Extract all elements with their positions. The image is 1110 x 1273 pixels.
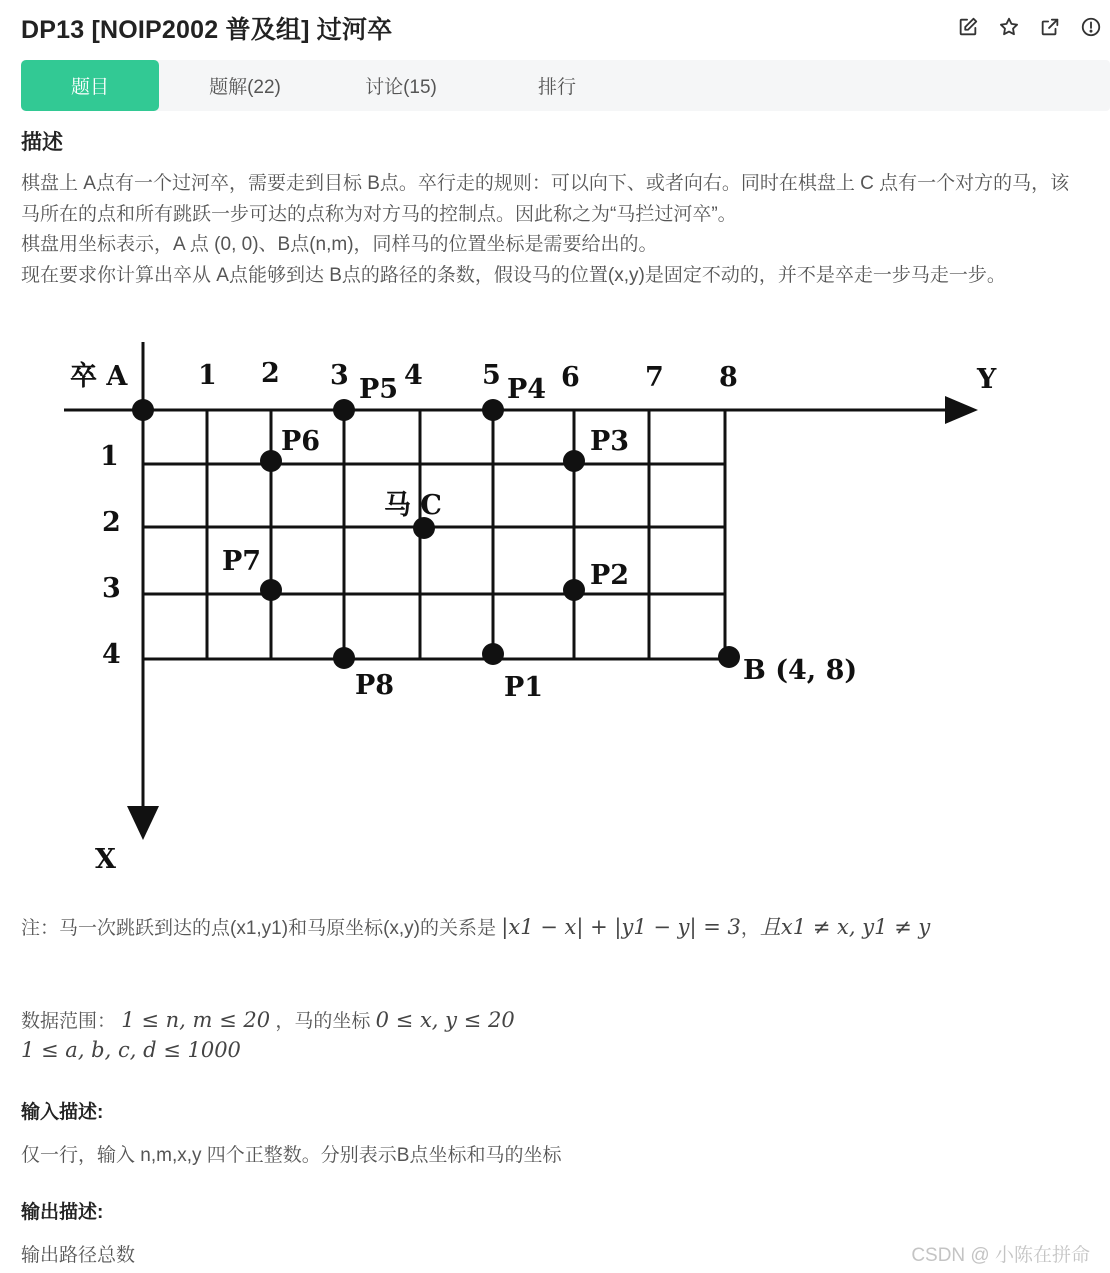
col-label: 7 <box>645 362 664 393</box>
col-label: 6 <box>561 362 580 393</box>
point-label: P2 <box>590 560 630 591</box>
output-text: 输出路径总数 <box>21 1245 136 1266</box>
input-text: 仅一行，输入 n,m,x,y 四个正整数。分别表示B点坐标和马的坐标 <box>21 1145 562 1166</box>
range-line-2 <box>21 1038 241 1063</box>
row-label: 3 <box>102 573 121 604</box>
y-axis-label: Y <box>977 364 997 395</box>
watermark: CSDN @ 小陈在拼命 <box>911 1245 1090 1266</box>
note-formula-2: 且x1 ≠ x, y1 ≠ y <box>759 915 931 939</box>
point-label: P8 <box>355 670 395 701</box>
row-label: 2 <box>102 507 121 538</box>
point-p3 <box>563 450 585 472</box>
tab-discussion[interactable]: 讨论(15) <box>365 77 437 98</box>
problem-tabs <box>21 60 1110 111</box>
range-line <box>21 1006 515 1033</box>
point-b <box>718 646 740 668</box>
external-link-icon[interactable] <box>1037 14 1063 40</box>
x-axis-arrow <box>127 806 159 840</box>
point-a <box>132 399 154 421</box>
point-label: P3 <box>590 426 630 457</box>
range-prefix: 数据范围： <box>21 1011 117 1032</box>
col-label: 8 <box>719 362 738 393</box>
tab-problem[interactable]: 题目 <box>21 60 159 111</box>
range-formula-2: 0 ≤ x, y ≤ 20 <box>375 1008 515 1032</box>
range-formula-3: 1 ≤ a, b, c, d ≤ 1000 <box>21 1038 241 1062</box>
point-p1 <box>482 643 504 665</box>
description-paragraph-3: 现在要求你计算出卒从 A点能够到达 B点的路径的条数，假设马的位置(x,y)是固定不动的，并不是卒走一步马走一步。 <box>21 265 1006 286</box>
x-axis-label: X <box>95 844 116 875</box>
col-label: 2 <box>261 358 280 389</box>
target-label: B (4, 8) <box>743 655 858 686</box>
input-heading: 输入描述: <box>21 1102 104 1123</box>
row-label: 1 <box>100 441 119 472</box>
description-heading: 描述 <box>21 131 63 154</box>
col-label: 4 <box>404 360 423 391</box>
row-label: 4 <box>102 639 121 670</box>
description-paragraph-2: 棋盘用坐标表示，A 点 (0, 0)、B点(n,m)，同样马的位置坐标是需要给出的。 <box>21 234 658 255</box>
board-diagram <box>60 338 997 883</box>
point-p6 <box>260 450 282 472</box>
point-label: P6 <box>281 426 321 457</box>
range-formula-1: 1 ≤ n, m ≤ 20 <box>121 1008 271 1032</box>
note-separator: ， <box>740 918 760 939</box>
point-label: P5 <box>359 374 399 405</box>
header-actions <box>955 14 1104 40</box>
star-icon[interactable] <box>996 14 1022 40</box>
tab-ranking[interactable]: 排行 <box>537 77 576 98</box>
point-p8 <box>333 647 355 669</box>
note-prefix: 注：马一次跳跃到达的点(x1,y1)和马原坐标(x,y)的关系是 <box>21 918 497 939</box>
range-mid: ，马的坐标 <box>275 1011 371 1032</box>
point-label: P1 <box>504 672 544 703</box>
point-label: P7 <box>222 546 262 577</box>
col-label: 5 <box>482 360 501 391</box>
point-p4 <box>482 399 504 421</box>
col-label: 3 <box>330 360 349 391</box>
horse-label: 马 C <box>384 490 442 521</box>
point-p5 <box>333 399 355 421</box>
page-title: DP13 [NOIP2002 普及组] 过河卒 <box>21 16 393 44</box>
origin-label: 卒 A <box>70 361 128 392</box>
point-p2 <box>563 579 585 601</box>
edit-icon[interactable] <box>955 14 981 40</box>
note-line <box>21 911 930 941</box>
output-heading: 输出描述: <box>21 1202 104 1223</box>
point-label: P4 <box>507 374 547 405</box>
description-paragraph-1: 棋盘上 A点有一个过河卒，需要走到目标 B点。卒行走的规则：可以向下、或者向右。同时在棋盘上 C 点有一个对方的马，该马所在的点和所有跳跃一步可达的点称为对方马的控制点。因此称之为“马拦过河卒”。 <box>21 173 1070 225</box>
y-axis-arrow <box>945 396 978 424</box>
tab-solutions[interactable]: 题解(22) <box>209 77 281 98</box>
point-p7 <box>260 579 282 601</box>
col-label: 1 <box>198 360 217 391</box>
report-icon[interactable] <box>1078 14 1104 40</box>
note-formula: |x1 − x| + |y1 − y| = 3 <box>501 915 741 939</box>
